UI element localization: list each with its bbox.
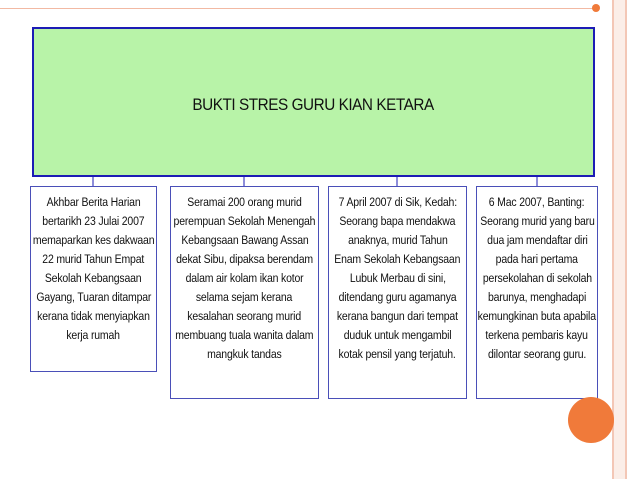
box-text-line: Seramai 200 orang murid: [187, 195, 302, 209]
box-text-line: terkena pembaris kayu: [485, 328, 589, 342]
box-text-line: Sekolah Kebangsaan: [45, 271, 142, 285]
box-text-line: kotak pensil yang terjatuh.: [338, 347, 457, 361]
evidence-box-1: [30, 186, 157, 372]
box-text-line: perempuan Sekolah Menengah: [173, 214, 316, 228]
box-text-line: membuang tuala wanita dalam: [175, 328, 314, 342]
box-text-line: kerana bangun dari tempat: [337, 309, 458, 323]
box-text-line: kerana tidak menyiapkan: [37, 309, 150, 323]
box-text-line: 7 April 2007 di Sik, Kedah:: [338, 195, 457, 209]
box-text-line: pada hari pertama: [495, 252, 579, 266]
orange-circle-decoration: [568, 397, 614, 443]
box-text-line: duduk untuk mengambil: [343, 328, 452, 342]
box-text-line: bertarikh 23 Julai 2007: [42, 214, 145, 228]
box-text-line: Seorang murid yang baru: [479, 214, 595, 228]
box-text-line: persekolahan di sekolah: [482, 271, 592, 285]
box-text-line: kerja rumah: [66, 328, 121, 342]
box-text-line: dua jam mendaftar diri: [486, 233, 588, 247]
box-text-line: dekat Sibu, dipaksa berendam: [176, 252, 313, 266]
box-text-line: Enam Sekolah Kebangsaan: [334, 252, 461, 266]
box-text-line: ditendang guru agamanya: [338, 290, 457, 304]
box-text-line: kesalahan seorang murid: [187, 309, 302, 323]
box-text-line: Kebangsaan Bawang Assan: [180, 233, 309, 247]
box-text-line: dalam air kolam ikan kotor: [185, 271, 304, 285]
box-text-line: dilontar seorang guru.: [487, 347, 587, 361]
box-text-line: kemungkinan buta apabila: [477, 309, 597, 323]
box-text-line: 22 murid Tahun Empat: [42, 252, 145, 266]
diagram-title: BUKTI STRES GURU KIAN KETARA: [192, 95, 435, 114]
box-text-line: 6 Mac 2007, Banting:: [489, 195, 585, 209]
box-text-line: Seorang bapa mendakwa: [339, 214, 456, 228]
box-text-line: selama sejam kerana: [196, 290, 293, 304]
box-text-line: Gayang, Tuaran ditampar: [36, 290, 151, 304]
evidence-box-2: [170, 186, 319, 399]
evidence-box-3: [328, 186, 467, 399]
box-text-line: barunya, menghadapi: [487, 290, 587, 304]
evidence-box-4: [476, 186, 598, 399]
box-text-line: Lubuk Merbau di sini,: [349, 271, 446, 285]
box-text-line: anaknya, murid Tahun: [347, 233, 448, 247]
box-text-line: memaparkan kes dakwaan: [32, 233, 155, 247]
box-text-line: Akhbar Berita Harian: [46, 195, 141, 209]
box-text-line: mangkuk tandas: [207, 347, 282, 361]
